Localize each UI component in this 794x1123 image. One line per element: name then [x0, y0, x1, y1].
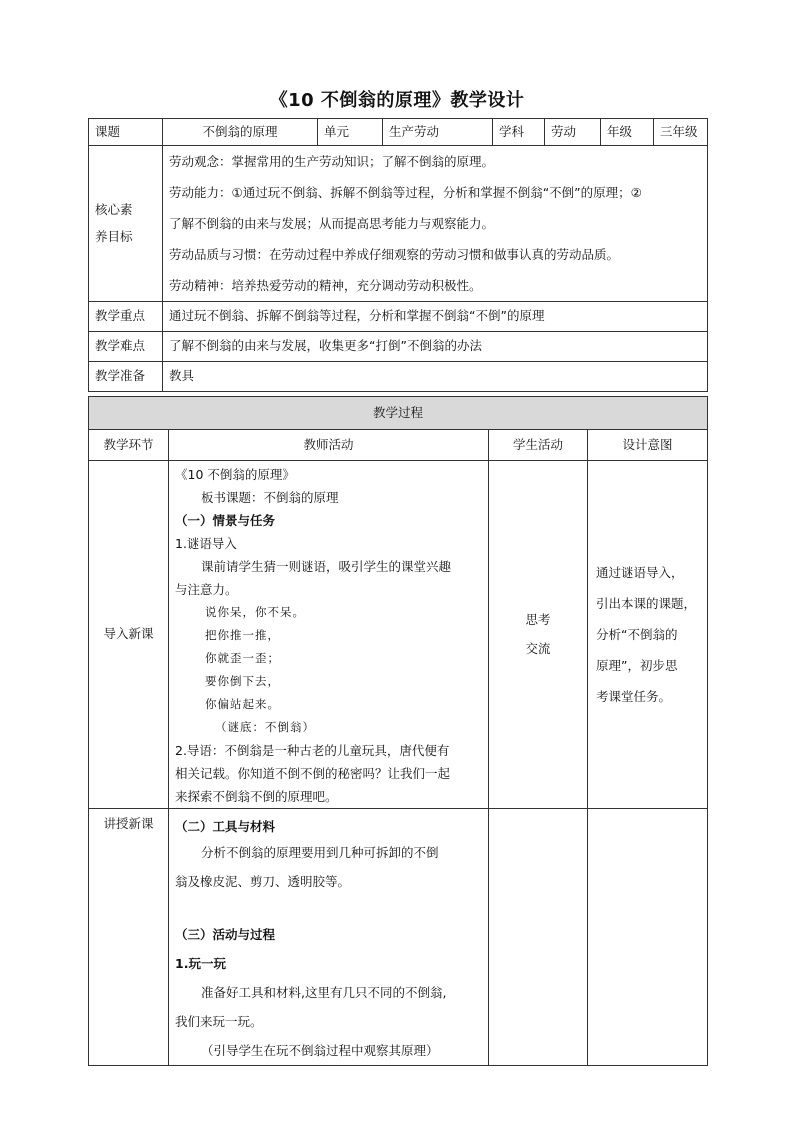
- riddle-line: 说你呆，你不呆。: [205, 605, 305, 619]
- student-activity-teach: [489, 809, 588, 1066]
- design-intent-intro: [588, 461, 708, 809]
- column-header-student: 学生活动: [489, 430, 588, 461]
- teacher-line: （三）活动与过程: [175, 927, 276, 942]
- process-header: 教学过程: [89, 397, 708, 430]
- riddle-line: 要你倒下去，: [205, 674, 280, 688]
- riddle-answer: （谜底：不倒翁）: [215, 720, 315, 734]
- core-goal-line: 了解不倒翁的由来与发展；从而提高思考能力与观察能力。: [169, 216, 495, 231]
- column-header-stage: 教学环节: [89, 430, 169, 461]
- teacher-line: 《10 不倒翁的原理》: [175, 467, 295, 482]
- core-goal-label-line2: 养目标: [95, 228, 133, 244]
- process-table: [88, 396, 708, 1066]
- design-line: 引出本课的课题，: [596, 596, 697, 611]
- stage-intro: 导入新课: [89, 461, 169, 809]
- core-goal-line: 劳动品质与习惯：在劳动过程中养成仔细观察的劳动习惯和做事认真的劳动品质。: [169, 247, 620, 262]
- riddle-line: 你偏站起来。: [205, 697, 280, 711]
- student-activity-intro: [489, 461, 588, 809]
- core-goal-label-line1: 核心素: [95, 201, 133, 217]
- student-activity-line: 思考: [525, 611, 551, 627]
- difficulties-value: 了解不倒翁的由来与发展，收集更多“打倒”不倒翁的办法: [163, 332, 708, 362]
- teacher-line: 相关记载。你知道不倒不倒的秘密吗？让我们一起: [175, 766, 451, 781]
- teacher-line: 板书课题：不倒翁的原理: [201, 490, 339, 505]
- teacher-activity-intro: [169, 461, 489, 809]
- student-activity-line: 交流: [525, 640, 551, 656]
- riddle-line: 把你推一推，: [205, 628, 280, 642]
- teacher-line: （一）情景与任务: [175, 513, 276, 528]
- column-header-design: 设计意图: [588, 430, 708, 461]
- topic-label: 课题: [89, 119, 163, 146]
- key-points-value: 通过玩不倒翁、拆解不倒翁等过程，分析和掌握不倒翁“不倒”的原理: [163, 302, 708, 332]
- info-table: [88, 118, 708, 392]
- subject-value: 劳动: [545, 119, 601, 146]
- teacher-line: 1.玩一玩: [175, 956, 226, 971]
- design-line: 通过谜语导入，: [596, 565, 684, 580]
- teacher-line: （引导学生在玩不倒翁过程中观察其原理）: [201, 1043, 439, 1058]
- topic-value: 不倒翁的原理: [163, 119, 318, 146]
- teacher-line: 分析不倒翁的原理要用到几种可拆卸的不倒: [201, 845, 439, 860]
- teacher-line: 准备好工具和材料,这里有几只不同的不倒翁,: [201, 985, 447, 1000]
- teacher-line: （二）工具与材料: [175, 819, 276, 834]
- teacher-line: 1.谜语导入: [175, 536, 237, 551]
- document-title: 《10 不倒翁的原理》教学设计: [269, 90, 525, 111]
- core-goal-content: [163, 146, 708, 302]
- unit-label: 单元: [318, 119, 383, 146]
- teacher-line: 与注意力。: [175, 582, 238, 597]
- grade-label: 年级: [601, 119, 654, 146]
- prep-value: 教具: [163, 362, 708, 392]
- teacher-line: 课前请学生猜一则谜语，吸引学生的课堂兴趣: [201, 559, 452, 574]
- core-goal-line: 劳动观念：掌握常用的生产劳动知识；了解不倒翁的原理。: [169, 154, 495, 169]
- teacher-line: 翁及橡皮泥、剪刀、透明胶等。: [175, 874, 351, 889]
- teacher-line: 我们来玩一玩。: [175, 1014, 263, 1029]
- unit-value: 生产劳动: [383, 119, 493, 146]
- design-line: 原理”，初步思: [596, 658, 678, 673]
- subject-label: 学科: [493, 119, 545, 146]
- core-goal-label: [89, 146, 163, 302]
- riddle-line: 你就歪一歪；: [205, 651, 280, 665]
- design-line: 分析“不倒翁的: [596, 627, 678, 642]
- difficulties-label: 教学难点: [89, 332, 163, 362]
- column-header-teacher: 教师活动: [169, 430, 489, 461]
- design-intent-teach: [588, 809, 708, 1066]
- teacher-line: 来探索不倒翁不倒的原理吧。: [175, 789, 338, 804]
- teacher-activity-teach: [169, 809, 489, 1066]
- key-points-label: 教学重点: [89, 302, 163, 332]
- design-line: 考课堂任务。: [596, 689, 672, 704]
- stage-teach: 讲授新课: [89, 809, 169, 1066]
- prep-label: 教学准备: [89, 362, 163, 392]
- core-goal-line: 劳动精神：培养热爱劳动的精神，充分调动劳动积极性。: [169, 278, 482, 293]
- grade-value: 三年级: [654, 119, 708, 146]
- core-goal-line: 劳动能力：①通过玩不倒翁、拆解不倒翁等过程，分析和掌握不倒翁“不倒”的原理；②: [169, 185, 642, 200]
- teacher-line: 2.导语：不倒翁是一种古老的儿童玩具，唐代便有: [175, 743, 450, 758]
